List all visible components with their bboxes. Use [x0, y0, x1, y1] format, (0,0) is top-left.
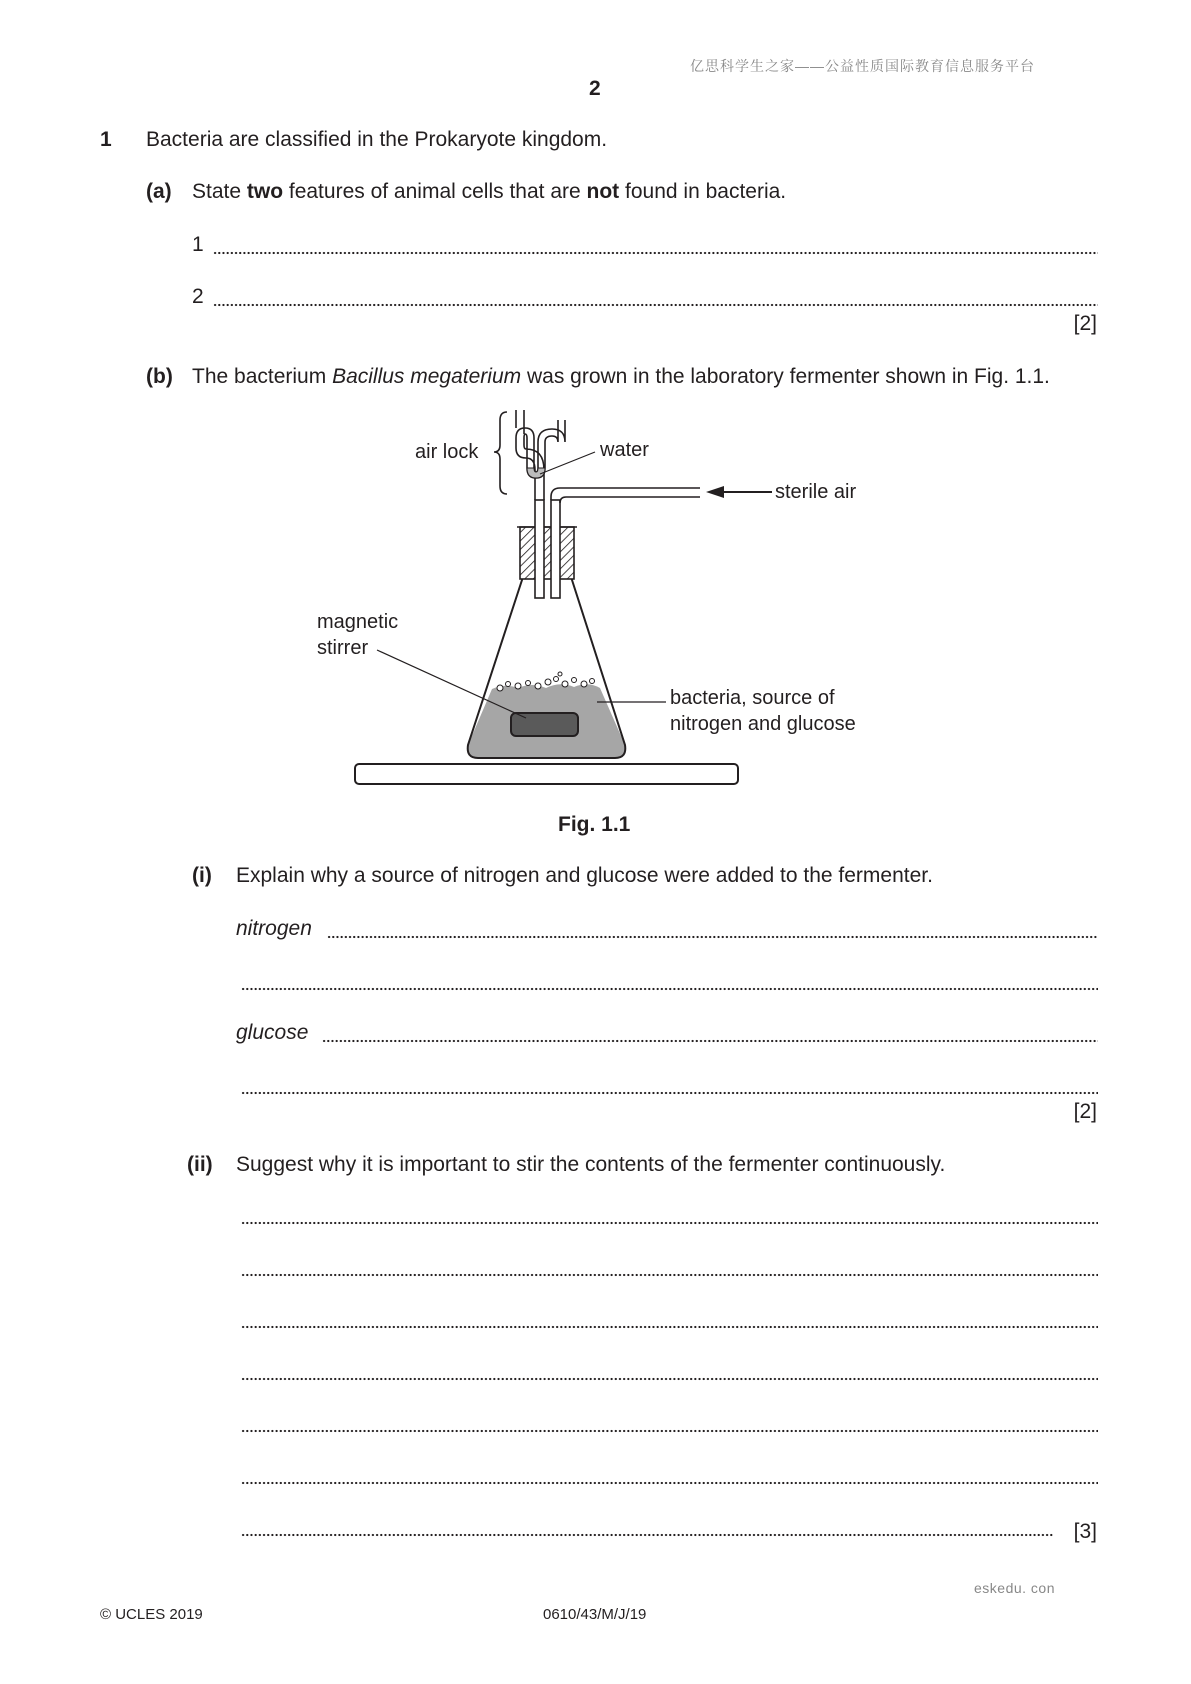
answer-line-ii-2[interactable]	[241, 1273, 1098, 1277]
line-label-nitrogen: nitrogen	[236, 917, 312, 940]
answer-line-nitrogen-2[interactable]	[241, 987, 1098, 991]
question-stem: Bacteria are classified in the Prokaryote kingdom.	[146, 128, 608, 151]
leader-water	[540, 452, 595, 474]
part-a-label: (a)	[146, 180, 172, 203]
part-a-line-2-label: 2	[192, 285, 204, 308]
answer-line-ii-7[interactable]	[241, 1533, 1054, 1537]
label-stirrer-2: stirrer	[317, 637, 369, 659]
part-b-i-marks: [2]	[1073, 1100, 1097, 1123]
part-b-ii-text: Suggest why it is important to stir the contents of the fermenter continuously.	[236, 1153, 946, 1176]
label-stirrer-1: magnetic	[317, 611, 399, 633]
part-b-i-label: (i)	[192, 864, 212, 887]
air-inlet-tube	[551, 488, 700, 500]
footer-code: 0610/43/M/J/19	[543, 1606, 647, 1623]
answer-line-ii-1[interactable]	[241, 1221, 1098, 1225]
answer-line-nitrogen-1[interactable]	[327, 935, 1098, 939]
fermenter-diagram	[0, 0, 1191, 820]
question-number: 1	[100, 128, 112, 151]
part-a-line-1-label: 1	[192, 233, 204, 256]
leader-stirrer	[377, 650, 526, 718]
part-b-i-text: Explain why a source of nitrogen and glucose were added to the fermenter.	[236, 864, 933, 887]
label-sterile-air: sterile air	[775, 481, 857, 503]
header-watermark: 亿思科学生之家——公益性质国际教育信息服务平台	[690, 58, 1035, 74]
part-a-text-bold-1: two	[246, 180, 284, 203]
part-b-text-2: was grown in the laboratory fermenter shown in Fig. 1.1.	[521, 365, 1050, 388]
part-a-text-2: features of animal cells that are	[283, 180, 587, 203]
air-lock-bracket	[494, 412, 507, 494]
part-b-ii-marks: [3]	[1073, 1520, 1097, 1543]
label-air-lock: air lock	[415, 441, 479, 463]
answer-line-glucose-1[interactable]	[322, 1039, 1098, 1043]
stopper	[520, 527, 574, 579]
part-a-text-1: State	[192, 180, 247, 203]
magnetic-stirrer-bar	[511, 713, 578, 736]
line-label-glucose: glucose	[236, 1021, 309, 1044]
answer-line-ii-6[interactable]	[241, 1481, 1098, 1485]
label-contents-1: bacteria, source of	[670, 687, 835, 709]
answer-line-ii-5[interactable]	[241, 1429, 1098, 1433]
label-water: water	[600, 439, 649, 461]
part-b-label: (b)	[146, 365, 173, 388]
answer-line-ii-4[interactable]	[241, 1377, 1098, 1381]
part-b-text-italic: Bacillus megaterium	[332, 365, 522, 388]
part-a-marks: [2]	[1073, 312, 1097, 335]
part-b-text-1: The bacterium	[192, 365, 333, 388]
footer-copyright: © UCLES 2019	[100, 1606, 203, 1623]
label-contents-2: nitrogen and glucose	[670, 713, 856, 735]
answer-line-glucose-2[interactable]	[241, 1091, 1098, 1095]
site-watermark: eskedu. con	[974, 1580, 1055, 1596]
answer-line-ii-3[interactable]	[241, 1325, 1098, 1329]
stirrer-plate	[355, 764, 738, 784]
page-number: 2	[589, 77, 601, 100]
part-a-text-bold-2: not	[586, 180, 620, 203]
part-a-text-3: found in bacteria.	[619, 180, 787, 203]
part-b-ii-label: (ii)	[187, 1153, 213, 1176]
figure-caption: Fig. 1.1	[558, 813, 631, 836]
